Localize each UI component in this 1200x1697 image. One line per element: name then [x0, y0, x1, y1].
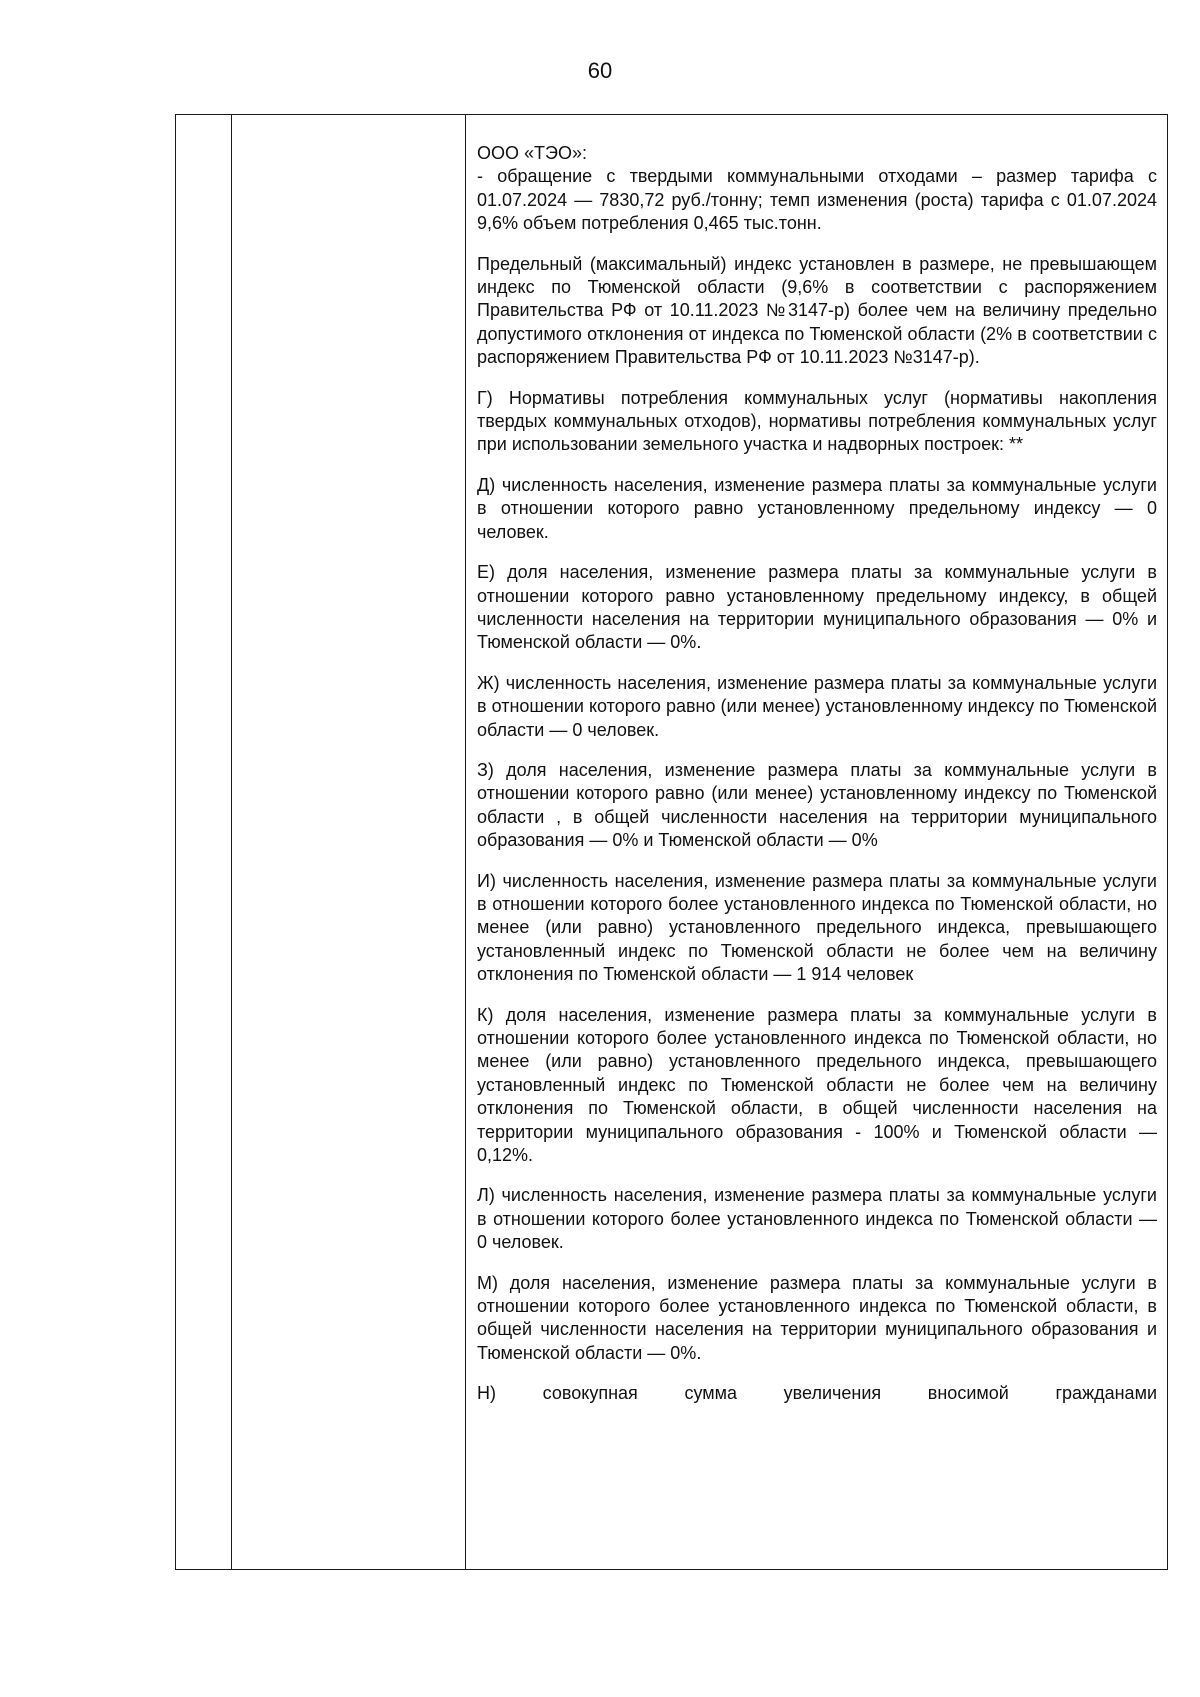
paragraph-limit-index: Предельный (максимальный) индекс установлен в размере, не превышающем индекс по Тюменской области (9,6% в соответствии с распоряжением Правительства РФ от 10.11.2023 №3147-р) более чем на величину предельно допустимого отклонения от индекса по Тюменской области (2% в соответствии с распоряжением Правительства РФ от 10.11.2023 №3147-р). — [477, 253, 1157, 368]
table-cell-index — [176, 115, 232, 1570]
paragraph-item-e: Е) доля населения, изменение размера платы за коммунальные услуги в отношении которого равно установленному предельному индексу, в общей численности населения на территории муниципального образования — 0% и Тюменской области — 0%. — [477, 562, 1157, 653]
operator-name: ООО «ТЭО»: — [477, 143, 587, 163]
cell-text-block — [466, 115, 1167, 1569]
paragraph-item-m: М) доля населения, изменение размера платы за коммунальные услуги в отношении которого более установленного индекса по Тюменской области, в общей численности населения на территории муниципального образования и Тюменской области — 0%. — [477, 1272, 1157, 1363]
paragraph-operator — [477, 142, 1157, 236]
paragraph-item-k: К) доля населения, изменение размера платы за коммунальные услуги в отношении которого более установленного индекса по Тюменской области, но менее (или равно) установленного предельного индекса, превышающего установленный индекс по Тюменской области не более чем на величину отклонения по Тюменской области, в общей численности населения на территории муниципального образования - 100% и Тюменской области — 0,12%. — [477, 1004, 1157, 1166]
table-cell-name — [232, 115, 466, 1570]
paragraph-item-zh: Ж) численность населения, изменение размера платы за коммунальные услуги в отношении которого равно (или менее) установленному индексу по Тюменской области — 0 человек. — [477, 672, 1157, 740]
paragraph-item-i: И) численность населения, изменение размера платы за коммунальные услуги в отношении которого более установленного индекса по Тюменской области, но менее (или равно) установленного предельного индекса, превышающего установленный индекс по Тюменской области не более чем на величину отклонения по Тюменской области — 1 914 человек — [477, 870, 1157, 985]
paragraph-item-z: З) доля населения, изменение размера платы за коммунальные услуги в отношении которого равно (или менее) установленному индексу по Тюменской области , в общей численности населения на территории муниципального образования — 0% и Тюменской области — 0% — [477, 759, 1157, 851]
paragraph-item-l: Л) численность населения, изменение размера платы за коммунальные услуги в отношении которого более установленного индекса по Тюменской области — 0 человек. — [477, 1185, 1157, 1253]
page-number: 60 — [587, 58, 613, 83]
document-table — [175, 114, 1168, 1570]
paragraph-item-d: Д) численность населения, изменение размера платы за коммунальные услуги в отношении которого равно установленному предельному индексу — 0 человек. — [477, 474, 1157, 542]
paragraph-item-n: Н) совокупная сумма увеличения вносимой гражданами — [477, 1383, 1157, 1404]
table-cell-content — [466, 115, 1168, 1570]
table-row — [176, 115, 1168, 1570]
tariff-line: - обращение с твердыми коммунальными отходами – размер тарифа с 01.07.2024 — 7830,72 руб./тонну; темп изменения (роста) тарифа с 01.07.2024 9,6% объем потребления 0,465 тыс.тонн. — [477, 166, 1157, 234]
paragraph-item-g: Г) Нормативы потребления коммунальных услуг (нормативы накопления твердых коммунальных отходов), нормативы потребления коммунальных услуг при использовании земельного участка и надворных построек: ** — [477, 387, 1157, 455]
